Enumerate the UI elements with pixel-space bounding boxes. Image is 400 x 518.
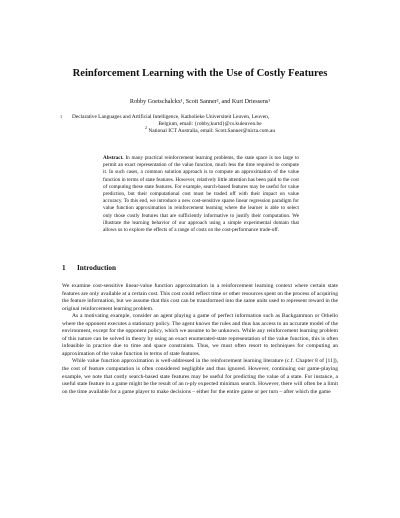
section-number: 1 [62,264,66,272]
paragraph: We examine cost-sensitive linear-value function approximation in a reinforcement learning context where certain state features are only available at a certain cost. This cost could reflect time or other resources spent on the process of acquiring the feature information, but we assume that this cost can be transformed into the same units used to represent reward in the original reinforcement learning problem. [62,283,338,312]
affiliation-text: National ICT Australia, email: Scott.Sanner@nicta.com.au [148,128,276,135]
author-list: Robby Goetschalckx¹, Scott Sanner², and Kurt Driessens¹ [129,99,271,105]
affiliation-1 [60,114,360,121]
affiliation-text: Belgium, email: {robby,kurtd}@cs.kuleuven.be [158,121,262,128]
affiliations [60,114,360,136]
paragraph: As a motivating example, consider an agent playing a game of perfect information such as Backgammon or Othello where the opponent executes a stationary policy. The agent knows the rules and thus has access to an accurate model of the environment, except for the opponent policy, which we assume to be unknown. While any reinforcement learning problem of this nature can be solved in theory by using an exact enumerated-state representation of the value function, this is often infeasible in practice due to time and space constraints. Thus, we must often resort to techniques for computing an approximation of the value function in terms of state features. [62,313,338,357]
paper-title: Reinforcement Learning with the Use of Costly Features [72,68,328,79]
abstract [103,155,299,234]
affiliation-2 [60,125,360,135]
abstract-text: In many practical reinforcement learning problems, the state space is too large to permit an exact representation of the value function, much less the time required to compute it. In such cases, a common solution approach is to compute an approximation of the value function in terms of state features. However, relatively little attention has been paid to the cost of computing these state features. For example, search-based features may be useful for value prediction, but their computational cost must be traded off with their impact on value accuracy. To this end, we introduce a new cost-sensitive sparse linear regression paradigm for value function approximation in reinforcement learning where the learner is able to select only those costly features that are sufficiently informative to justify their computation. We illustrate the learning behavior of our approach using a simple experimental domain that allows us to explore the effects of a range of costs on the cost-performance trade-off. [103,155,300,234]
affiliation-number: 2 [144,125,147,131]
affiliation-number: 1 [60,114,63,119]
abstract-label: Abstract. [103,155,124,161]
affiliation-text: Declarative Languages and Artificial Intelligence, Katholieke Universiteit Leuven, Leuven, [72,114,270,120]
paragraph: While value function approximation is well-addressed in the reinforcement learning literature (c.f. Chapter 8 of [11]), the cost of feature computation is often considered negligible and thus ignored. However, continuing our game-playing example, we note that costly search-based state features may be useful for predicting the value of a state. For instance, a useful state feature in a game might be the result of an n-ply expected minimax search. However, there will often be a limit on the time available for a game player to make decisions – either for the entire game or per turn – after which the game [62,358,338,395]
section-title: Introduction [77,264,117,272]
section-heading [62,264,116,272]
body-text [62,283,338,396]
